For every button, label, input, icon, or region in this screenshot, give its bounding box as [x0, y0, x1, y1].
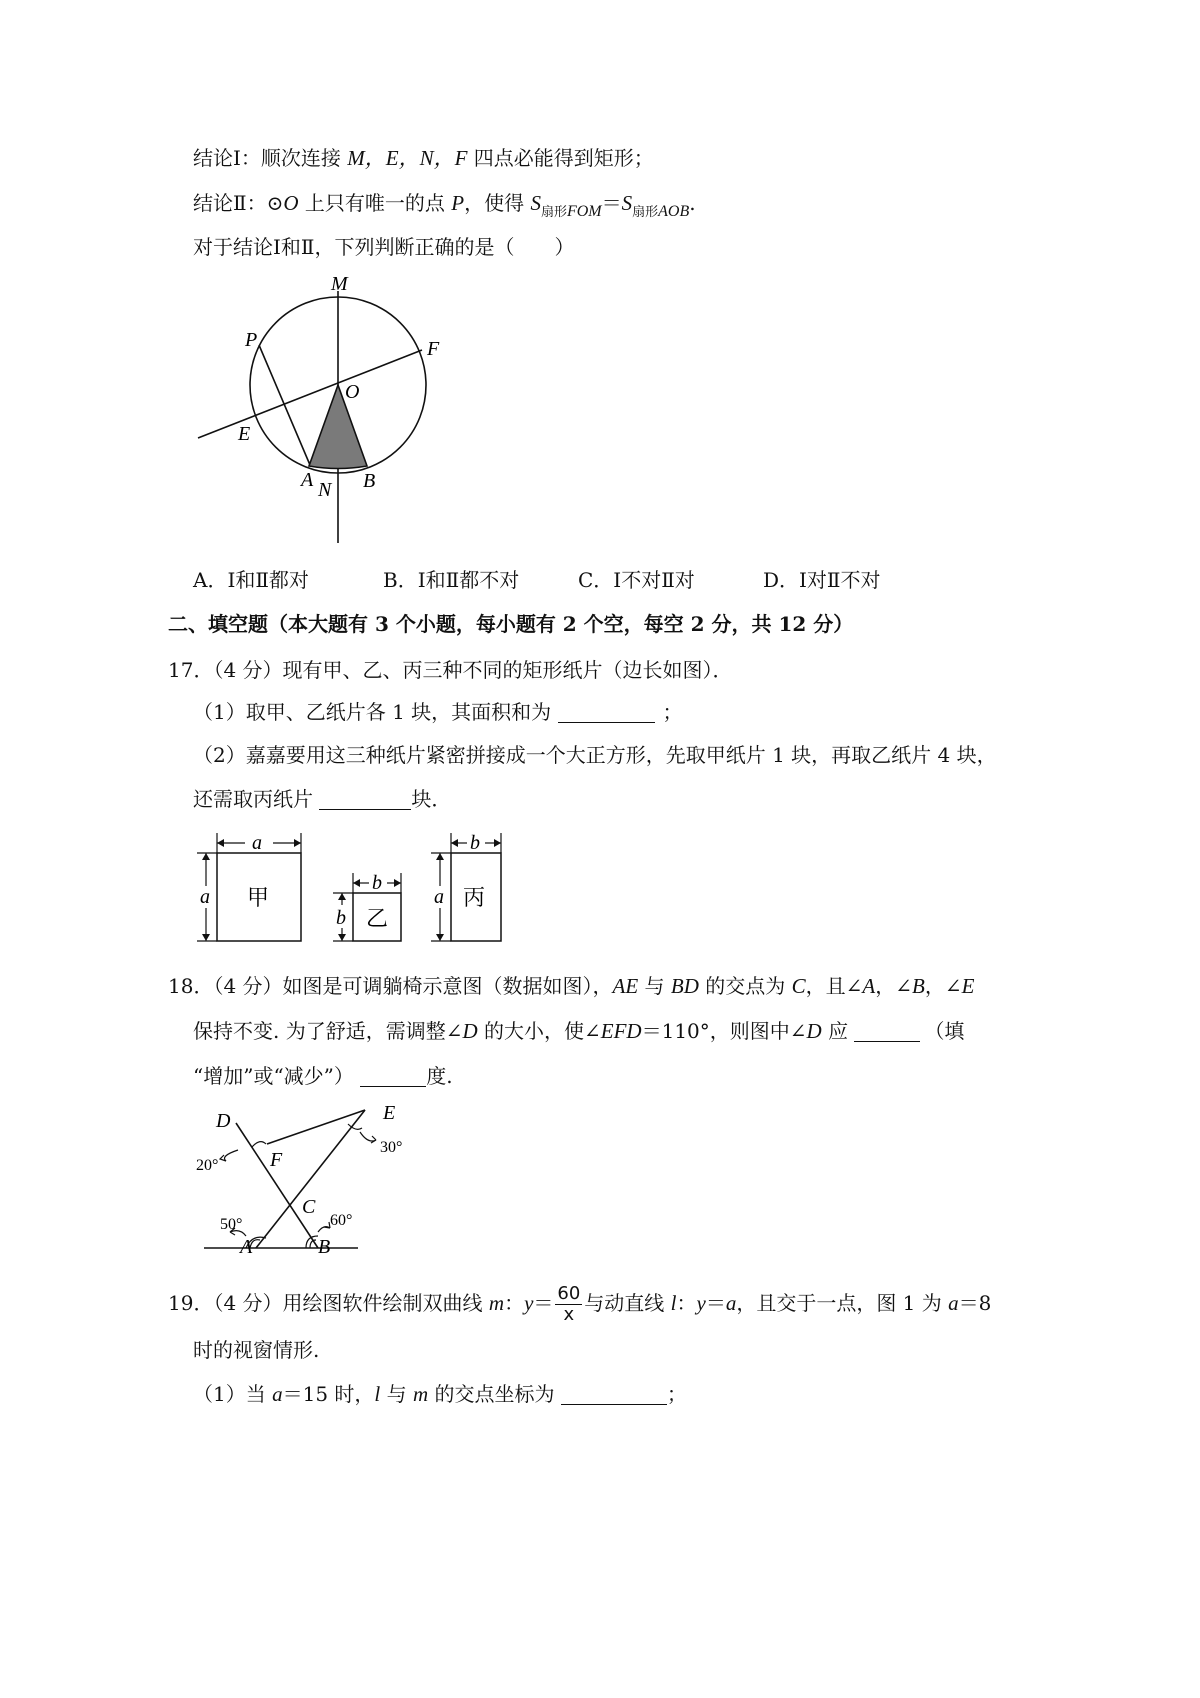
q17-part1-text: （1）取甲、乙纸片各 1 块，其面积和为	[193, 700, 558, 724]
angle-20-label: 20°	[196, 1157, 219, 1174]
q17-part3-text: 还需取丙纸片	[193, 787, 320, 811]
q18-line2	[193, 1018, 964, 1044]
q18-l2-e: （填	[924, 1019, 965, 1043]
conclusion-2-end: .	[689, 191, 696, 215]
q19-l1-e: ：	[676, 1291, 697, 1315]
q19-l1-a: 19．（4 分）用绘图软件绘制双曲线	[168, 1291, 489, 1315]
label-m: M	[331, 273, 348, 295]
fraction-numerator: 60	[557, 1283, 581, 1304]
q19-line1	[168, 1281, 991, 1325]
answer-blank[interactable]	[854, 1019, 920, 1042]
label-b: B	[318, 1236, 331, 1258]
section-2-heading: 二、填空题（本大题有 3 个小题，每小题有 2 个空，每空 2 分，共 12 分）	[168, 612, 854, 636]
q17-part1-end: ；	[662, 700, 683, 724]
q19-l1-c: ＝	[533, 1291, 554, 1315]
q19-l1-f: ＝	[705, 1291, 726, 1315]
line-l: l	[670, 1291, 677, 1315]
q17-part1	[193, 699, 683, 725]
angle-e: E	[961, 974, 975, 998]
q18-line3	[193, 1063, 453, 1089]
conclusion-2-mid2: ，使得	[464, 191, 531, 215]
point-p: P	[451, 191, 465, 215]
curve-m: m	[488, 1291, 505, 1315]
conclusion-2	[193, 190, 696, 226]
q19-l1-d: 与动直线	[584, 1291, 671, 1315]
curve-m-2: m	[412, 1382, 429, 1406]
label-c: C	[302, 1196, 316, 1218]
label-f: F	[270, 1149, 283, 1171]
q18-l1-a: 18．（4 分）如图是可调躺椅示意图（数据如图），	[168, 974, 613, 998]
q18-l1-e: ，∠	[875, 974, 912, 998]
angle-d: D	[462, 1019, 478, 1043]
label-e: E	[238, 423, 251, 445]
q18-l2-b: 的大小，使∠	[477, 1019, 601, 1043]
option-b[interactable]: B．Ⅰ和Ⅱ都不对	[383, 568, 520, 592]
q18-l2-d: 应	[821, 1019, 855, 1043]
q18-l1-f: ，∠	[924, 974, 962, 998]
q19-p1-b: ＝15 时，	[282, 1382, 375, 1406]
sector-label-1: 扇形	[540, 205, 567, 220]
label-a-top: a	[252, 832, 262, 854]
line-fe	[267, 1110, 365, 1144]
q17-part2: （2）嘉嘉要用这三种纸片紧密拼接成一个大正方形，先取甲纸片 1 块，再取乙纸片 4 块，	[193, 743, 997, 767]
angle-b: B	[912, 974, 925, 998]
q18-l2-a: 保持不变. 为了舒适，需调整∠	[193, 1019, 463, 1043]
sector-label-2: 扇形	[632, 205, 659, 220]
label-f: F	[427, 338, 440, 360]
label-b: B	[363, 470, 376, 492]
q18-l1-c: 的交点为	[698, 974, 792, 998]
var-a-2: a	[948, 1291, 959, 1315]
label-d: D	[216, 1110, 231, 1132]
option-d[interactable]: D．Ⅰ对Ⅱ不对	[763, 568, 881, 592]
fraction-denominator: x	[563, 1304, 575, 1325]
recliner-figure	[190, 1098, 420, 1260]
piece-yi-label: 乙	[366, 906, 389, 931]
q18-l2-c: ＝110°，则图中∠	[641, 1019, 807, 1043]
option-c[interactable]: C．Ⅰ不对Ⅱ对	[578, 568, 695, 592]
angle-50-label: 50°	[220, 1216, 243, 1233]
q19-p1-d: 的交点坐标为	[428, 1382, 561, 1406]
conclusion-1-suffix: 四点必能得到矩形；	[467, 146, 654, 170]
q19-p1-a: （1）当	[193, 1382, 273, 1406]
circle-symbol: ⊙	[266, 191, 284, 215]
label-e: E	[383, 1102, 396, 1124]
conclusion-2-mid: 上只有唯一的点	[298, 191, 452, 215]
q18-l1-d: ，且∠	[805, 974, 863, 998]
q18-l3-a: “增加”或“减少”）	[193, 1064, 361, 1088]
seg-ae: AE	[612, 974, 639, 998]
q18-l1-b: 与	[638, 974, 671, 998]
var-a-3: a	[272, 1382, 283, 1406]
circle-figure	[190, 265, 470, 550]
equals: ＝	[601, 191, 622, 215]
angle-a: A	[862, 974, 876, 998]
line-ef	[198, 350, 422, 438]
conclusion-2-prefix: 结论Ⅱ：	[193, 191, 267, 215]
q19-l1-h: ＝8	[958, 1291, 992, 1315]
label-a-left: a	[200, 886, 210, 908]
answer-blank[interactable]	[561, 1382, 667, 1405]
paper-pieces-figure	[195, 828, 515, 948]
q19-l1-g: ，且交于一点，图 1 为	[736, 1291, 949, 1315]
q18-l3-b: 度.	[426, 1064, 453, 1088]
piece-jia-label: 甲	[247, 885, 270, 910]
fraction-60-over-x	[555, 1284, 582, 1325]
var-a: a	[725, 1291, 737, 1315]
answer-blank[interactable]	[319, 787, 411, 810]
answer-blank[interactable]	[558, 700, 655, 723]
answer-blank[interactable]	[360, 1064, 426, 1087]
q19-line2: 时的视窗情形.	[193, 1338, 320, 1362]
line-l-2: l	[374, 1382, 381, 1406]
angle-d-2: D	[806, 1019, 822, 1043]
var-y: y	[524, 1291, 534, 1315]
angle-30-label: 30°	[380, 1139, 403, 1156]
q17-stem: 17．（4 分）现有甲、乙、丙三种不同的矩形纸片（边长如图）．	[168, 658, 733, 682]
label-n: N	[318, 479, 332, 501]
q17-part3	[193, 786, 451, 812]
q17-part3-end: 块．	[411, 787, 452, 811]
label-a: A	[240, 1236, 253, 1258]
q19-p1-e: ；	[666, 1382, 687, 1406]
option-a[interactable]: A．Ⅰ和Ⅱ都对	[193, 568, 309, 592]
var-y-2: y	[696, 1291, 706, 1315]
sector-aob: AOB	[658, 203, 690, 220]
point-o: O	[283, 191, 299, 215]
point-c: C	[791, 974, 806, 998]
angle-60-label: 60°	[330, 1212, 353, 1229]
q19-l1-b: ：	[504, 1291, 525, 1315]
question-16-prompt: 对于结论Ⅰ和Ⅱ，下列判断正确的是（ ）	[193, 235, 575, 259]
label-b-left: b	[336, 907, 346, 929]
sector-fom: FOM	[566, 203, 602, 220]
label-b-top-2: b	[470, 832, 480, 854]
label-o: O	[345, 381, 360, 403]
conclusion-1-prefix: 结论Ⅰ：顺次连接	[193, 146, 348, 170]
q18-line1	[168, 973, 974, 999]
label-b-top: b	[372, 872, 382, 894]
label-a: A	[301, 469, 314, 491]
piece-bing-label: 丙	[463, 885, 486, 910]
label-a-left-2: a	[434, 886, 444, 908]
conclusion-1-points: M，E，N，F	[347, 146, 468, 170]
q19-part1	[193, 1381, 687, 1407]
area-symbol-1: S	[530, 191, 541, 215]
conclusion-1	[193, 145, 654, 171]
line-pa	[259, 345, 310, 465]
label-p: P	[245, 329, 258, 351]
seg-bd: BD	[670, 974, 699, 998]
angle-efd: EFD	[600, 1019, 642, 1043]
q19-p1-c: 与	[380, 1382, 413, 1406]
area-symbol-2: S	[621, 191, 633, 215]
